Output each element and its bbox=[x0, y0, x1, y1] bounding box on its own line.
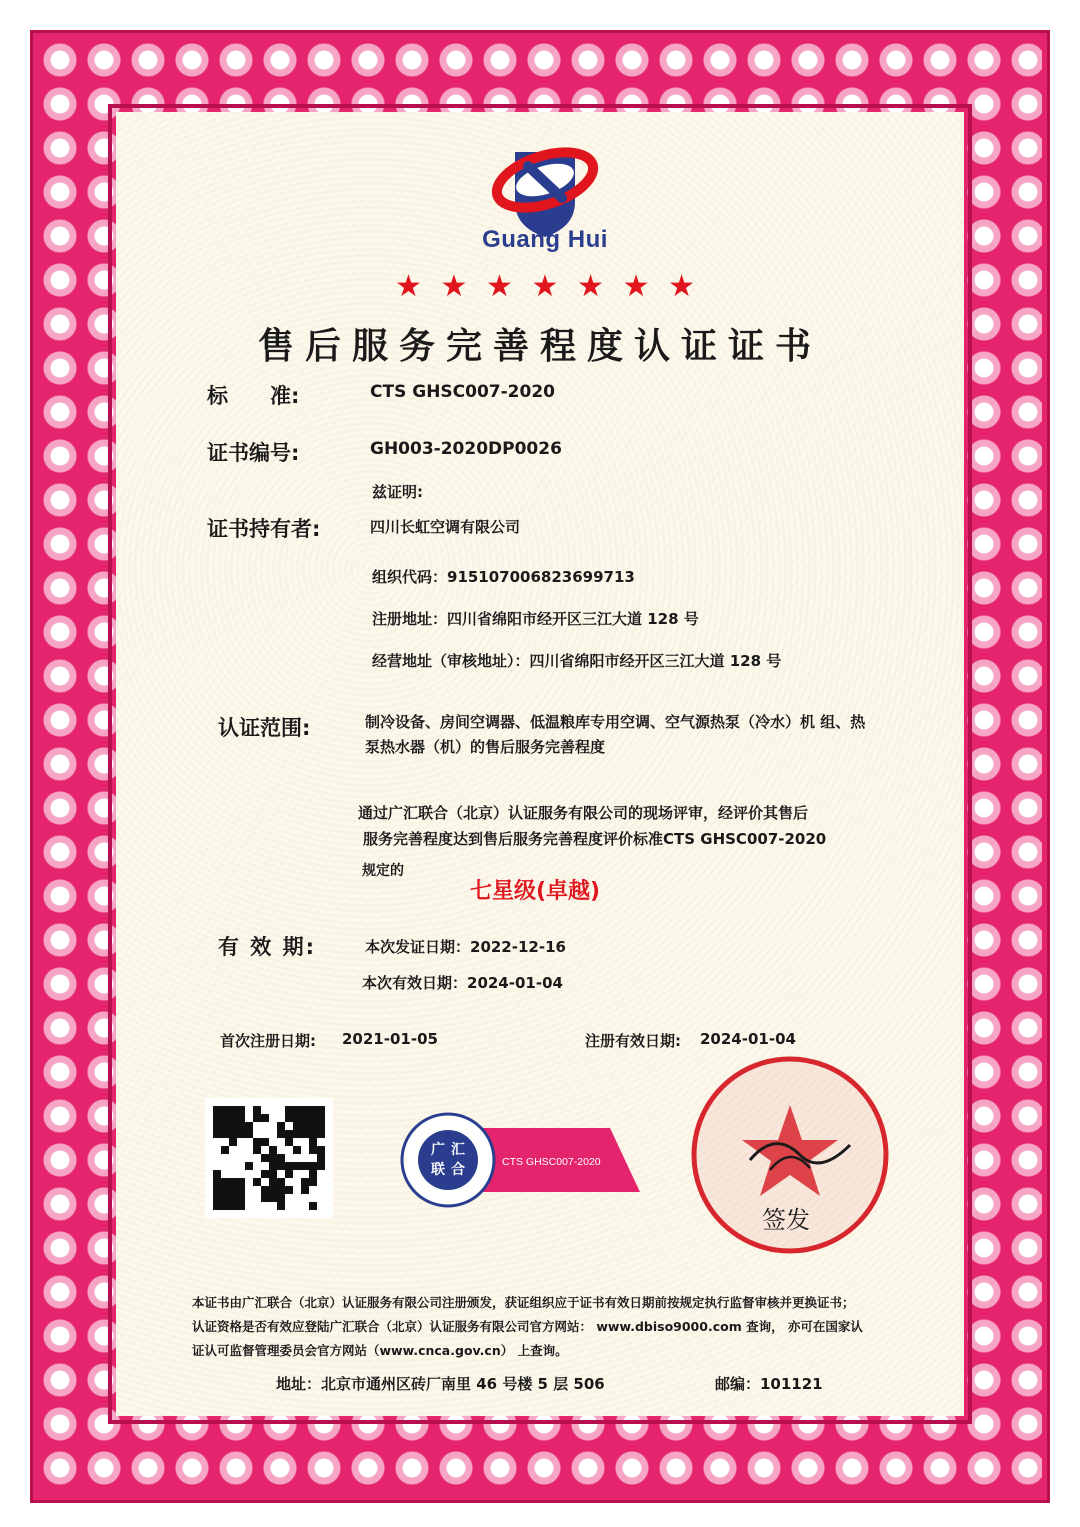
validity-label: 有 效 期: bbox=[218, 935, 317, 959]
statement-line-3: 规定的 bbox=[362, 863, 404, 879]
footer-line-3: 证认可监督管理委员会官方网站（www.cnca.gov.cn） 上查询。 bbox=[192, 1343, 568, 1358]
badge-code: CTS GHSC007-2020 bbox=[502, 1156, 601, 1168]
registered-address: 注册地址：四川省绵阳市经开区三江大道 128 号 bbox=[372, 610, 699, 628]
certificate-title: 售后服务完善程度认证证书 bbox=[257, 326, 822, 367]
statement-line-1: 通过广汇联合（北京）认证服务有限公司的现场评审，经评价其售后 bbox=[358, 804, 809, 822]
registration-valid-value: 2024-01-04 bbox=[700, 1030, 796, 1048]
star-icon: ★ bbox=[486, 269, 513, 304]
holder-label: 证书持有者: bbox=[207, 517, 321, 541]
badge-char-3: 联 bbox=[431, 1162, 445, 1178]
star-icon: ★ bbox=[577, 269, 604, 304]
issue-date: 本次发证日期：2022-12-16 bbox=[365, 938, 566, 956]
badge-char-1: 广 bbox=[431, 1142, 445, 1158]
holder-value: 四川长虹空调有限公司 bbox=[370, 518, 521, 536]
first-registration-value: 2021-01-05 bbox=[342, 1030, 438, 1048]
qr-code-modules bbox=[213, 1106, 325, 1210]
star-icon: ★ bbox=[395, 269, 422, 304]
org-code: 组织代码：915107006823699713 bbox=[372, 568, 635, 586]
business-address: 经营地址（审核地址）：四川省绵阳市经开区三江大道 128 号 bbox=[372, 652, 782, 670]
grade-level: 七星级(卓越) bbox=[470, 879, 601, 904]
star-icon: ★ bbox=[531, 269, 559, 304]
qr-code[interactable] bbox=[205, 1098, 333, 1218]
star-icon: ★ bbox=[440, 269, 468, 304]
badge-char-4: 合 bbox=[451, 1162, 465, 1178]
footer-postcode: 邮编：101121 bbox=[715, 1375, 823, 1393]
cert-number-label: 证书编号: bbox=[207, 441, 300, 465]
certification-badge bbox=[400, 1110, 650, 1210]
logo-text: Guang Hui bbox=[482, 226, 608, 253]
scope-line-2: 泵热水器（机）的售后服务完善程度 bbox=[365, 738, 606, 756]
expire-date: 本次有效日期：2024-01-04 bbox=[362, 974, 563, 992]
footer-line-2: 认证资格是否有效应登陆广汇联合（北京）认证服务有限公司官方网站： www.dbiso9000.com 查询， 亦可在国家认 bbox=[192, 1319, 863, 1334]
standard-value: CTS GHSC007-2020 bbox=[370, 382, 555, 402]
badge-char-2: 汇 bbox=[451, 1142, 465, 1158]
scope-line-1: 制冷设备、房间空调器、低温粮库专用空调、空气源热泵（冷水）机 组、热 bbox=[365, 713, 866, 731]
statement-line-2: 服务完善程度达到售后服务完善程度评价标准CTS GHSC007-2020 bbox=[363, 830, 827, 848]
scope-label: 认证范围: bbox=[218, 716, 311, 740]
footer-line-1: 本证书由广汇联合（北京）认证服务有限公司注册颁发，获证组织应于证书有效日期前按规定执行监督审核并更换证书； bbox=[192, 1295, 855, 1310]
standard-label: 标 准: bbox=[207, 384, 300, 408]
footer-address: 地址：北京市通州区砖厂南里 46 号楼 5 层 506 bbox=[276, 1375, 605, 1393]
attest-text: 兹证明: bbox=[372, 483, 423, 501]
star-icon: ★ bbox=[668, 269, 695, 304]
star-rating bbox=[395, 269, 695, 304]
star-icon: ★ bbox=[622, 269, 650, 304]
first-registration-label: 首次注册日期: bbox=[220, 1032, 316, 1050]
issuer-sign-label: 签发 bbox=[762, 1206, 810, 1234]
cert-number-value: GH003-2020DP0026 bbox=[370, 439, 562, 459]
registration-valid-label: 注册有效日期: bbox=[585, 1032, 681, 1050]
